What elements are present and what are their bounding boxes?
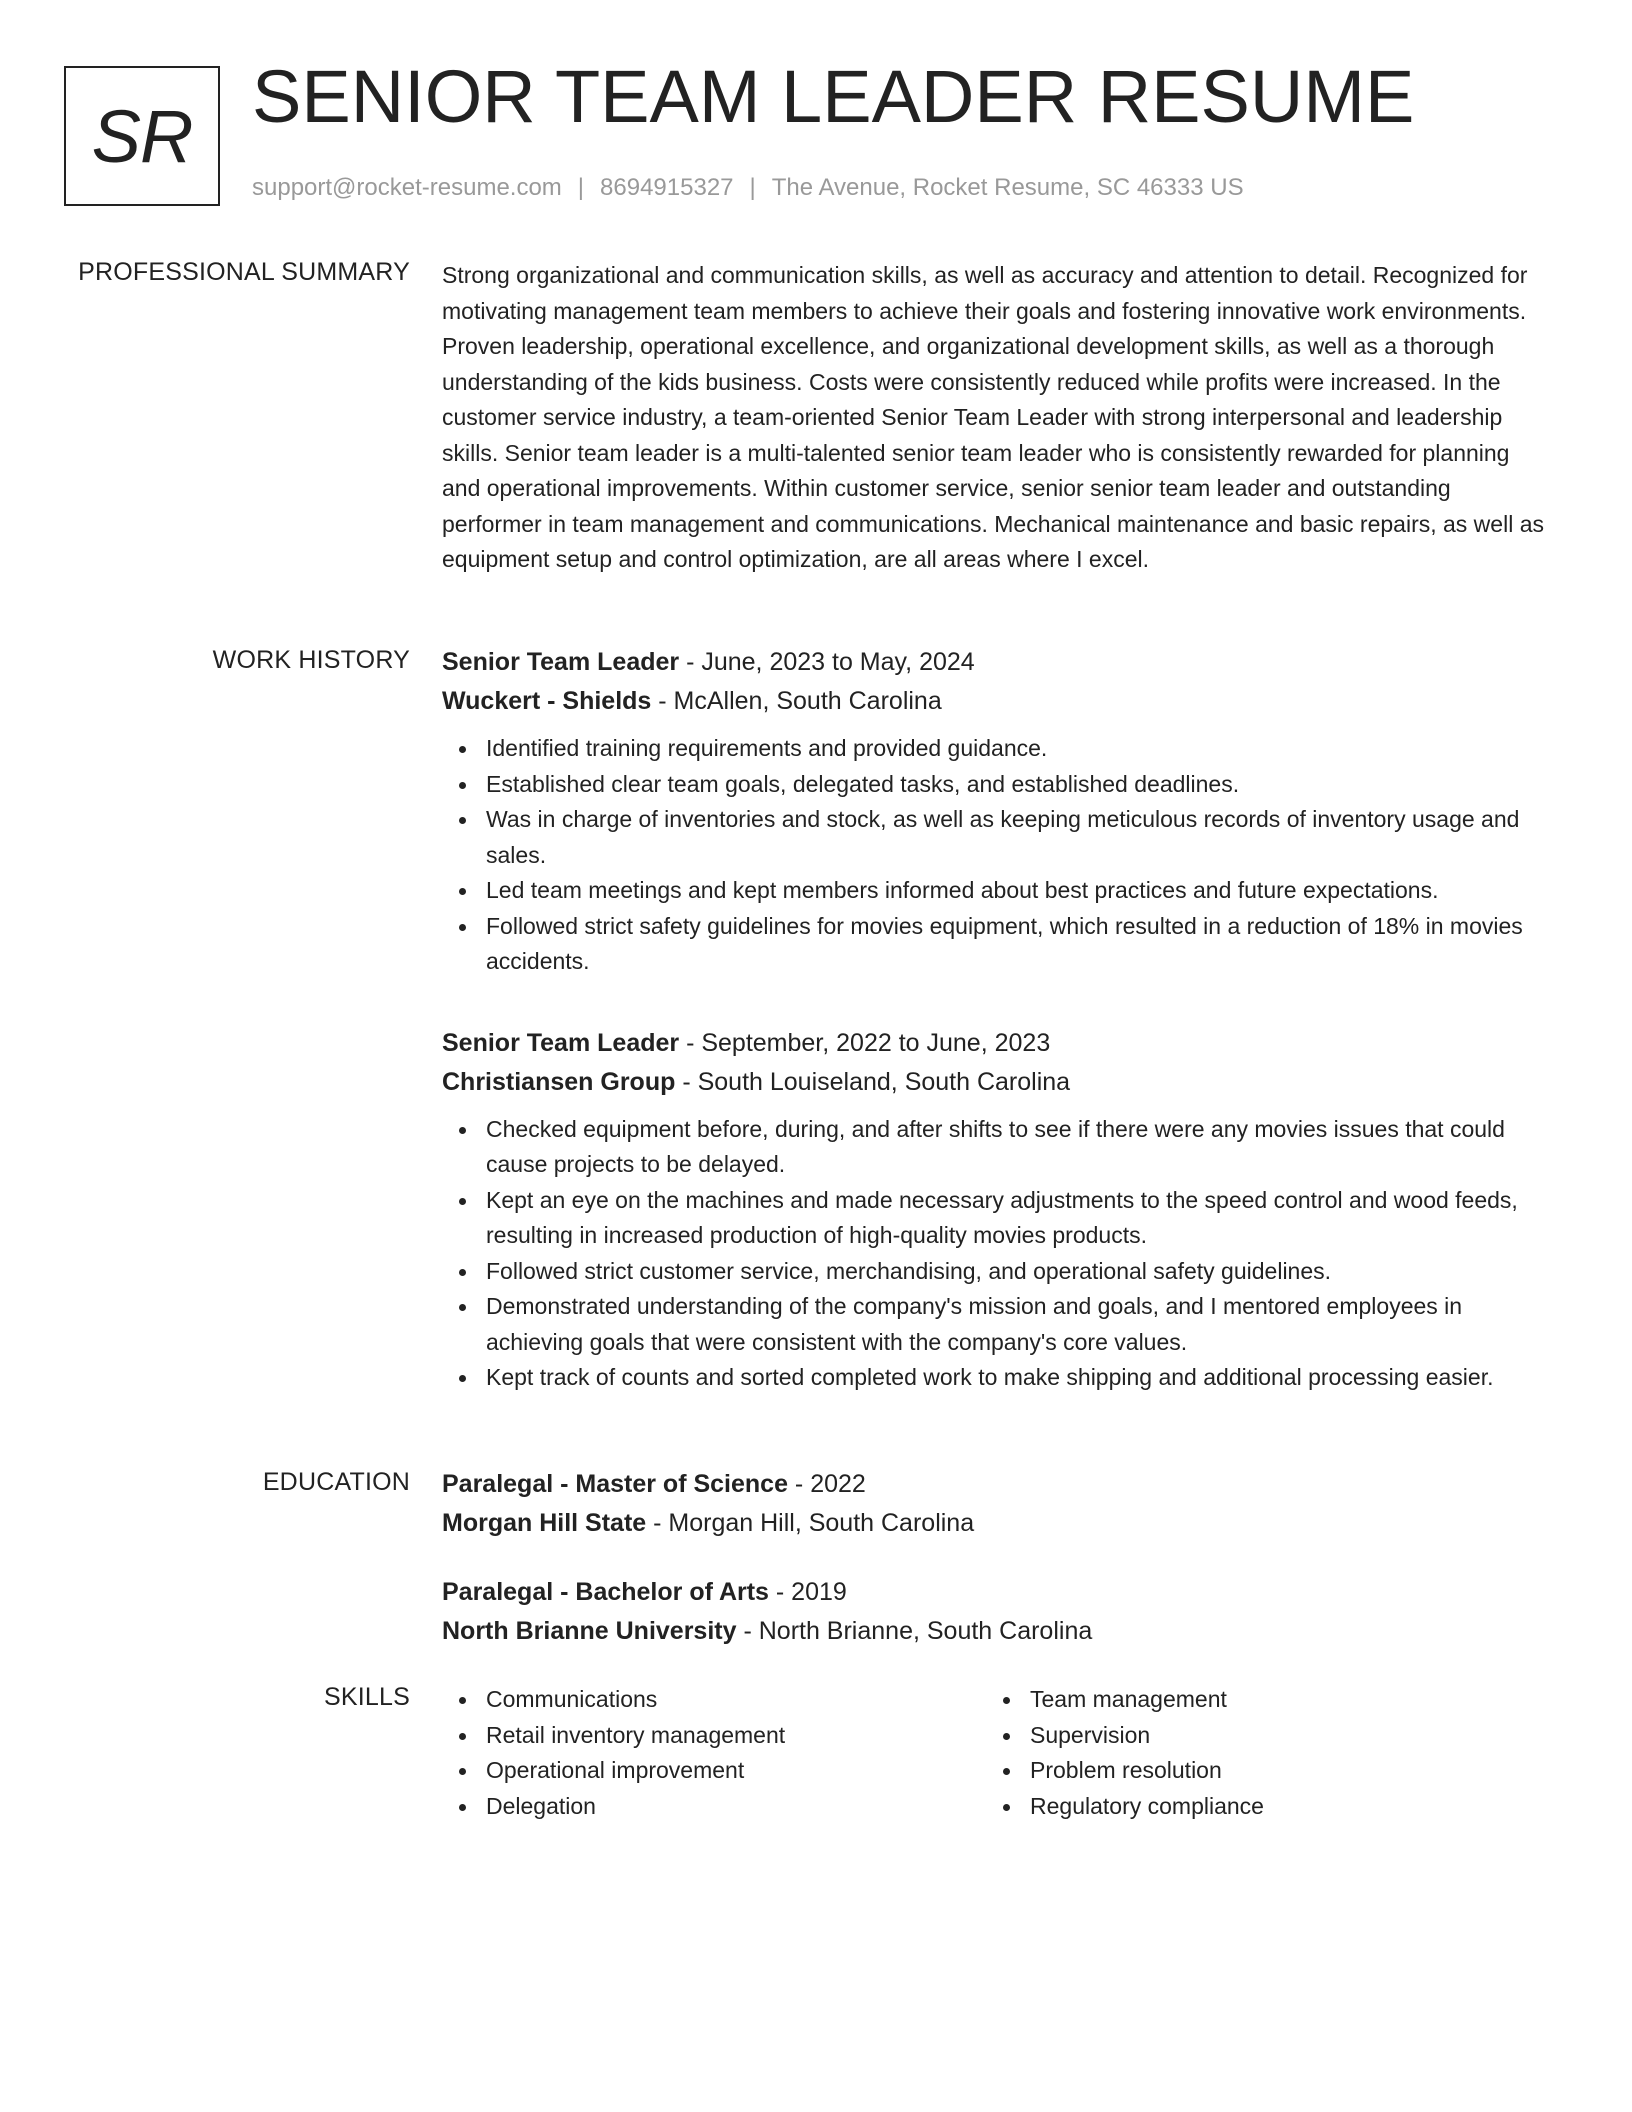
degree-line xyxy=(442,1465,1552,1504)
job-company-line xyxy=(442,682,1552,721)
job-entry xyxy=(442,643,1552,980)
job-entry xyxy=(442,1024,1552,1396)
list-item: Was in charge of inventories and stock, as well as keeping meticulous records of inventory usage and sales. xyxy=(486,802,1552,873)
skill-item: Regulatory compliance xyxy=(1030,1789,1486,1825)
skill-item: Supervision xyxy=(1030,1718,1486,1754)
school-line xyxy=(442,1612,1552,1651)
skill-item: Operational improvement xyxy=(486,1753,986,1789)
summary-label: PROFESSIONAL SUMMARY xyxy=(78,258,410,286)
school-location: - Morgan Hill, South Carolina xyxy=(646,1509,975,1537)
job-bullets xyxy=(442,731,1552,980)
degree: Paralegal - Master of Science xyxy=(442,1470,788,1498)
job-dates: - June, 2023 to May, 2024 xyxy=(679,648,975,676)
work-history-body xyxy=(442,643,1552,1396)
job-title: Senior Team Leader xyxy=(442,648,680,676)
skills-body xyxy=(442,1682,1552,1824)
monogram-logo: SR xyxy=(64,66,220,206)
education-entry xyxy=(442,1465,1552,1543)
school: Morgan Hill State xyxy=(442,1509,647,1537)
degree: Paralegal - Bachelor of Arts xyxy=(442,1578,769,1606)
list-item: Followed strict safety guidelines for movies equipment, which resulted in a reduction of 18% in movies accidents. xyxy=(486,909,1552,980)
skill-item: Communications xyxy=(486,1682,986,1718)
skills-list-left xyxy=(442,1682,986,1824)
school-location: - North Brianne, South Carolina xyxy=(736,1617,1093,1645)
list-item: Checked equipment before, during, and after shifts to see if there were any movies issues that could cause projects to be delayed. xyxy=(486,1112,1552,1183)
job-company-line xyxy=(442,1063,1552,1102)
contact-phone: 8694915327 xyxy=(600,174,734,201)
page-title: SENIOR TEAM LEADER RESUME xyxy=(252,55,1415,138)
skill-item: Problem resolution xyxy=(1030,1753,1486,1789)
job-title-line xyxy=(442,643,1552,682)
skills-list-right xyxy=(986,1682,1486,1824)
skills-grid xyxy=(442,1682,1552,1824)
list-item: Demonstrated understanding of the company's mission and goals, and I mentored employees in achieving goals that were consistent with the company's core values. xyxy=(486,1289,1552,1360)
summary-body xyxy=(442,258,1552,578)
degree-year: - 2019 xyxy=(768,1578,847,1606)
skill-item: Team management xyxy=(1030,1682,1486,1718)
job-dates: - September, 2022 to June, 2023 xyxy=(679,1028,1051,1057)
school-line xyxy=(442,1504,1552,1543)
contact-address: The Avenue, Rocket Resume, SC 46333 US xyxy=(771,174,1244,201)
skills-label: SKILLS xyxy=(324,1683,410,1711)
list-item: Led team meetings and kept members informed about best practices and future expectations. xyxy=(486,873,1552,909)
job-location: - McAllen, South Carolina xyxy=(651,687,942,715)
job-bullets xyxy=(442,1112,1552,1396)
degree-year: - 2022 xyxy=(787,1470,866,1498)
skill-item: Retail inventory management xyxy=(486,1718,986,1754)
job-location: - South Louiseland, South Carolina xyxy=(675,1067,1071,1096)
job-title: Senior Team Leader xyxy=(442,1028,680,1057)
degree-line xyxy=(442,1573,1552,1612)
skill-item: Delegation xyxy=(486,1789,986,1825)
job-title-line xyxy=(442,1024,1552,1063)
school: North Brianne University xyxy=(442,1617,737,1645)
education-label: EDUCATION xyxy=(262,1468,410,1496)
list-item: Kept track of counts and sorted completed work to make shipping and additional processing easier. xyxy=(486,1360,1552,1396)
list-item: Followed strict customer service, merchandising, and operational safety guidelines. xyxy=(486,1254,1552,1290)
list-item: Established clear team goals, delegated tasks, and established deadlines. xyxy=(486,767,1552,803)
job-company: Christiansen Group xyxy=(442,1067,676,1096)
contact-line xyxy=(252,174,1244,202)
contact-email: support@rocket-resume.com xyxy=(252,174,562,201)
contact-separator: | xyxy=(749,174,756,201)
education-body xyxy=(442,1465,1552,1651)
work-history-label: WORK HISTORY xyxy=(212,646,410,674)
contact-separator: | xyxy=(577,174,585,201)
list-item: Identified training requirements and provided guidance. xyxy=(486,731,1552,767)
job-company: Wuckert - Shields xyxy=(442,687,652,715)
summary-text: Strong organizational and communication skills, as well as accuracy and attention to detail. Recognized for motivating management team members to achieve their goals and fostering innovative work environments. Proven leadership, operational excellence, and organizational development skills, as well as a thorough understanding of the kids business. Costs were consistently reduced while profits were increased. In the customer service industry, a team-oriented Senior Team Leader with strong interpersonal and leadership skills. Senior team leader is a multi-talented senior team leader who is consistently rewarded for planning and operational improvements. Within customer service, senior senior team leader and outstanding performer in team management and communications. Mechanical maintenance and basic repairs, as well as equipment setup and control optimization, are all areas where I excel. xyxy=(442,262,1544,572)
education-entry xyxy=(442,1573,1552,1651)
list-item: Kept an eye on the machines and made necessary adjustments to the speed control and wood feeds, resulting in increased production of high-quality movies products. xyxy=(486,1183,1552,1254)
